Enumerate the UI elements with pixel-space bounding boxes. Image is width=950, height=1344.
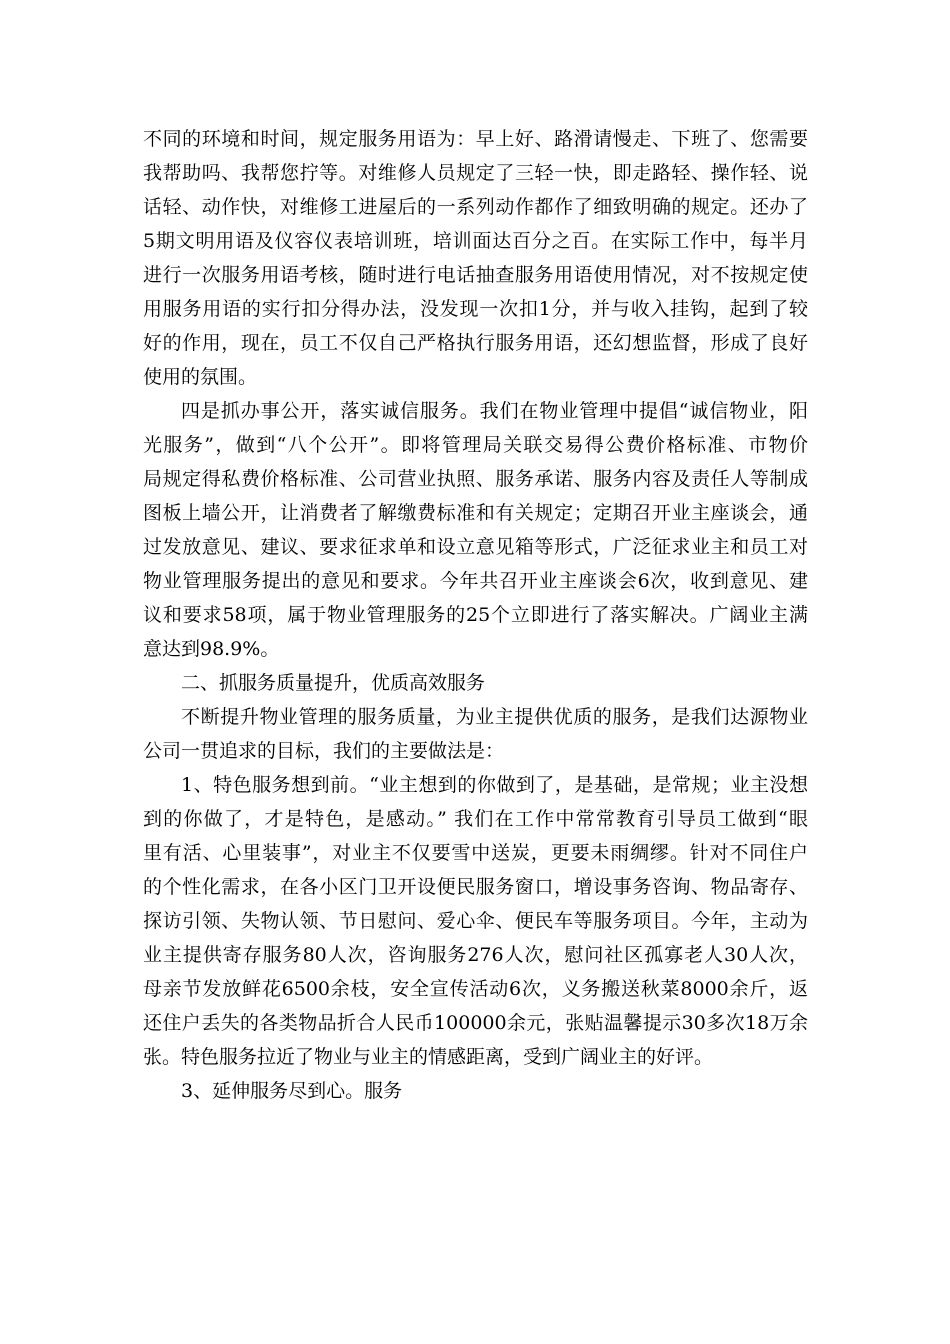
- paragraph-line: 的个性化需求，在各小区门卫开设便民服务窗口，增设事务咨询、物品寄存、: [143, 876, 808, 898]
- paragraph-line: 不断提升物业管理的服务质量，为业主提供优质的服务，是我们达源物业: [181, 706, 808, 728]
- paragraph-line: 还住户丢失的各类物品折合人民币100000余元，张贴温馨提示30多次18万余: [143, 1012, 808, 1034]
- paragraph-line: 话轻、动作快，对维修工进屋后的一系列动作都作了细致明确的规定。还办了: [143, 196, 808, 218]
- paragraph-line: 进行一次服务用语考核，随时进行电话抽查服务用语使用情况，对不按规定使: [143, 264, 808, 286]
- paragraph-line: 好的作用，现在，员工不仅自己严格执行服务用语，还幻想监督，形成了良好: [143, 332, 808, 354]
- paragraph-line: 四是抓办事公开，落实诚信服务。我们在物业管理中提倡“诚信物业，阳: [181, 400, 808, 422]
- paragraph-line: 探访引领、失物认领、节日慰问、爱心伞、便民车等服务项目。今年，主动为: [143, 910, 808, 932]
- paragraph-line: 用服务用语的实行扣分得办法，没发现一次扣1分，并与收入挂钩，起到了较: [143, 298, 808, 320]
- paragraph-line: 里有活、心里装事”，对业主不仅要雪中送炭，更要未雨绸缪。针对不同住户: [143, 842, 808, 864]
- paragraph-line: 公司一贯追求的目标，我们的主要做法是：: [143, 740, 505, 762]
- paragraph-line: 我帮助吗、我帮您拧等。对维修人员规定了三轻一快，即走路轻、操作轻、说: [143, 162, 808, 184]
- paragraph-line: 张。特色服务拉近了物业与业主的情感距离，受到广阔业主的好评。: [143, 1046, 714, 1068]
- paragraph-line: 局规定得私费价格标准、公司营业执照、服务承诺、服务内容及责任人等制成: [143, 468, 808, 490]
- paragraph-line: 不同的环境和时间，规定服务用语为：早上好、路滑请慢走、下班了、您需要: [143, 128, 808, 150]
- paragraph-line: 母亲节发放鲜花6500余枝，安全宣传活动6次，义务搬送秋菜8000余斤，返: [143, 978, 808, 1000]
- paragraph-line: 5期文明用语及仪容仪表培训班，培训面达百分之百。在实际工作中，每半月: [143, 230, 808, 252]
- paragraph-line: 光服务”，做到“八个公开”。即将管理局关联交易得公费价格标准、市物价: [143, 434, 808, 456]
- paragraph-line: 业主提供寄存服务80人次，咨询服务276人次，慰问社区孤寡老人30人次，: [143, 944, 808, 966]
- paragraph-line: 使用的氛围。: [143, 366, 258, 388]
- paragraph-line: 到的你做了，才是特色，是感动。” 我们在工作中常常教育引导员工做到“眼: [143, 808, 808, 830]
- document-body: [143, 122, 808, 1108]
- paragraph-line: 议和要求58项，属于物业管理服务的25个立即进行了落实解决。广阔业主满: [143, 604, 808, 626]
- section-heading: 二、抓服务质量提升，优质高效服务: [181, 672, 486, 694]
- paragraph-line: 意达到98.9%。: [143, 638, 280, 660]
- paragraph-line: 1、特色服务想到前。“业主想到的你做到了，是基础，是常规；业主没想: [181, 774, 808, 796]
- paragraph-line: 图板上墙公开，让消费者了解缴费标准和有关规定；定期召开业主座谈会，通: [143, 502, 808, 524]
- paragraph-line: 3、延伸服务尽到心。服务: [181, 1080, 403, 1102]
- paragraph-line: 过发放意见、建议、要求征求单和设立意见箱等形式，广泛征求业主和员工对: [143, 536, 808, 558]
- paragraph-line: 物业管理服务提出的意见和要求。今年共召开业主座谈会6次，收到意见、建: [143, 570, 808, 592]
